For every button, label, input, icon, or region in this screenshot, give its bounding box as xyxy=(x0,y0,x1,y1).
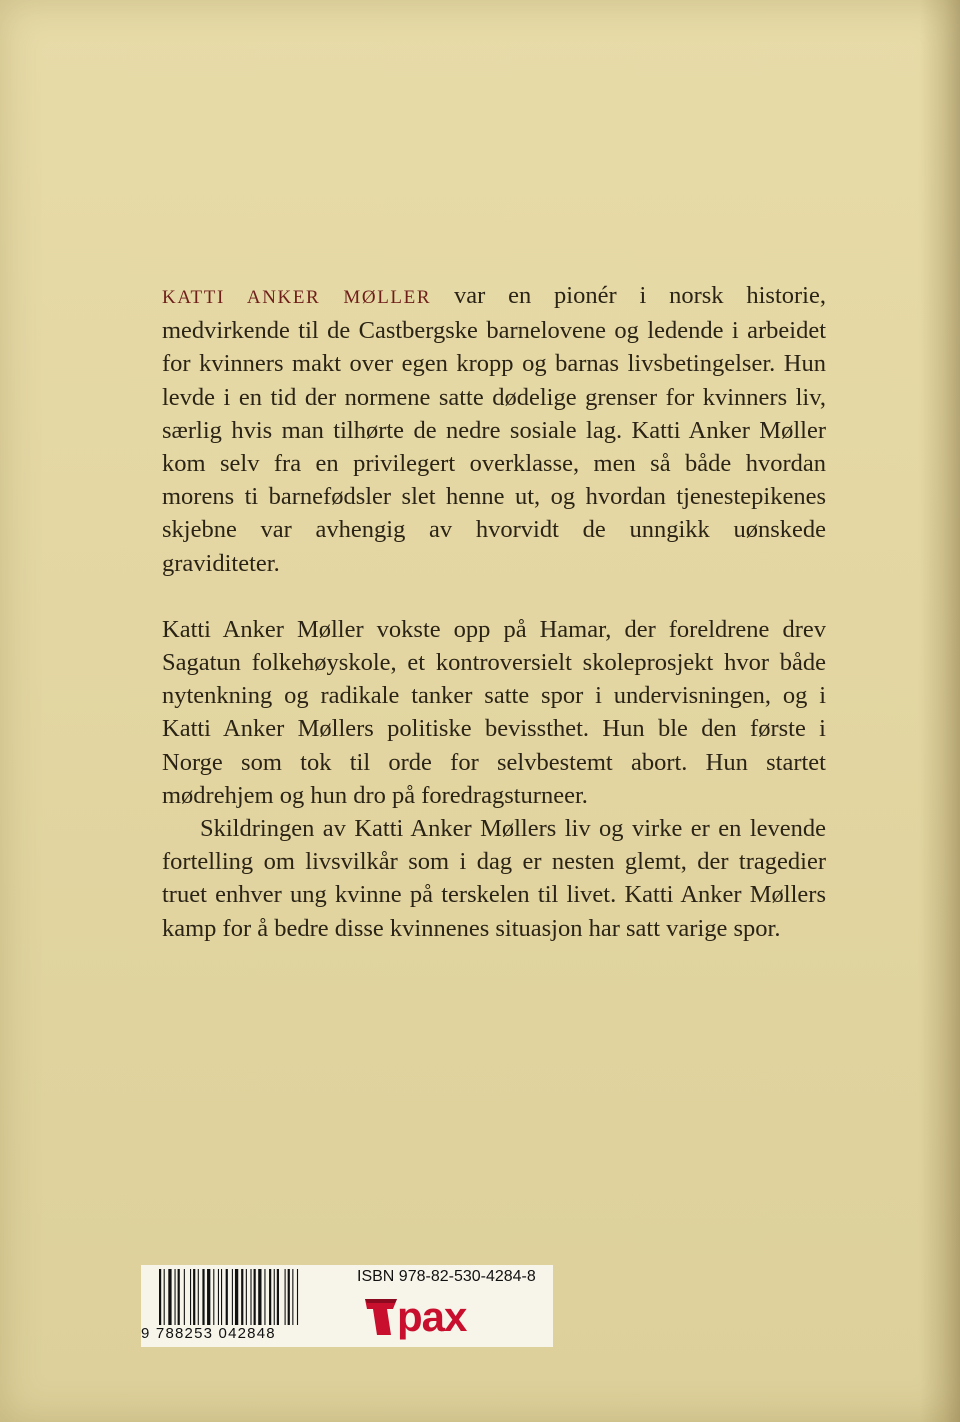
blurb-paragraph-1-body: var en pionér i norsk historie, medvirkende til de Castbergske barnelovene og ledende i arbeidet for kvinners makt over egen kropp og barnas livsbetingelser. Hun levde i en tid der normene satte dødelige grenser for kvinners liv, særlig hvis man tilhørte de nedre sosiale lag. Katti Anker Møller kom selv fra en privilegert overklasse, men så både hvordan morens ti barnefødsler slet henne ut, og hvordan tjenestepikenes skjebne var avhengig av hvorvidt de unngikk uønskede graviditeter. xyxy=(162,282,826,577)
pax-logo-mark xyxy=(365,1299,397,1335)
barcode-bar xyxy=(288,1269,290,1325)
barcode-bar xyxy=(264,1269,265,1325)
blurb-text xyxy=(162,279,826,945)
barcode-bar xyxy=(168,1269,171,1325)
barcode-bar xyxy=(250,1269,251,1325)
barcode-digits: 9 788253 042848 xyxy=(141,1325,276,1342)
barcode-bar xyxy=(198,1269,199,1325)
pax-logo-wordmark: pax xyxy=(397,1295,467,1340)
barcode-bar xyxy=(178,1269,180,1325)
blurb-paragraph-2: Katti Anker Møller vokste opp på Hamar, der foreldrene drev Sagatun folkehøyskole, et kontroversielt skoleprosjekt hvor både nytenkning og radikale tanker satte spor i undervisningen, og i Katti Anker Møllers politiske bevissthet. Hun ble den første i Norge som tok til orde for selvbestemt abort. Hun startet mødrehjem og hun dro på foredragsturneer. xyxy=(162,615,826,809)
barcode-bar xyxy=(277,1269,279,1325)
blurb-paragraph-1 xyxy=(162,279,826,580)
author-name-smallcaps: KATTI ANKER MØLLER xyxy=(162,287,432,308)
barcode-bar xyxy=(297,1269,298,1325)
barcode-bar xyxy=(269,1269,271,1325)
barcode-bar xyxy=(241,1269,243,1325)
barcode-bar xyxy=(246,1269,247,1325)
barcode-bar xyxy=(164,1269,165,1325)
barcode-bar xyxy=(221,1269,222,1325)
barcode-bar xyxy=(254,1269,256,1325)
barcode-bar xyxy=(202,1269,204,1325)
barcode-bar xyxy=(226,1269,228,1325)
barcode-bar xyxy=(218,1269,219,1325)
pax-publisher-logo xyxy=(363,1295,493,1341)
barcode-bar xyxy=(184,1269,185,1325)
isbn-number: ISBN 978-82-530-4284-8 xyxy=(357,1268,536,1285)
barcode-bar xyxy=(175,1269,176,1325)
cover-edge-shadow xyxy=(920,0,960,1422)
barcode-bar xyxy=(190,1269,191,1325)
blurb-paragraph-3: Skildringen av Katti Anker Møllers liv og virke er en levende fortelling om livsvilkår som i dag er nesten glemt, der tragedier truet enhver ung kvinne på terskelen til livet. Katti Anker Møllers kamp for å bedre disse kvinnenes situasjon har satt varige spor. xyxy=(162,815,826,942)
barcode-bars xyxy=(159,1269,347,1329)
barcode-bar xyxy=(207,1269,210,1325)
barcode-bar xyxy=(292,1269,293,1325)
barcode-label xyxy=(141,1265,553,1347)
barcode-bar xyxy=(274,1269,275,1325)
barcode-bar xyxy=(193,1269,195,1325)
barcode-bar xyxy=(159,1269,161,1325)
barcode-bar xyxy=(213,1269,214,1325)
barcode-bar xyxy=(235,1269,238,1325)
barcode-bar xyxy=(285,1269,286,1325)
barcode-bar xyxy=(232,1269,233,1325)
barcode-bar xyxy=(258,1269,261,1325)
